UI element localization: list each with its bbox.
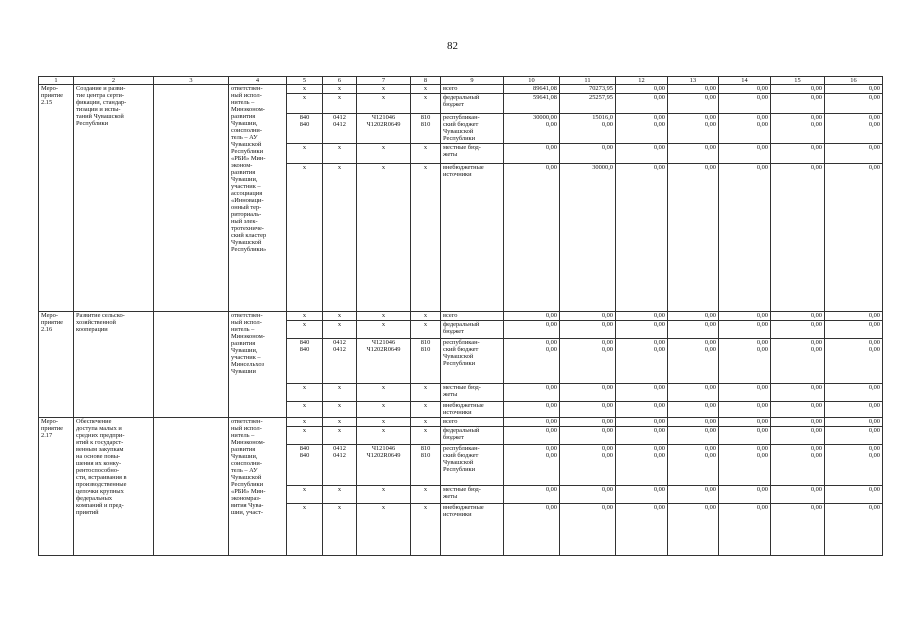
amount-cell: 0,00 — [504, 427, 560, 445]
expense-type-code-line: 810 — [420, 114, 431, 121]
amount-cell: 0,00 — [825, 94, 883, 114]
amount-cell-line: 0,00 — [810, 452, 822, 459]
funding-source: внебюджетные источники — [441, 164, 504, 312]
amount-cell-line: 0,00 — [653, 346, 665, 353]
header-cell: 10 — [504, 77, 560, 85]
amount-cell: 0,00 — [668, 321, 719, 339]
grbs-code: x — [287, 504, 323, 556]
funding-source: местные бюд- жеты — [441, 144, 504, 164]
section-code — [323, 339, 357, 384]
amount-cell: 0,00 — [668, 486, 719, 504]
section-code-line: 0412 — [333, 114, 346, 121]
amount-cell: 0,00 — [719, 418, 771, 427]
amount-cell-line: 0,00 — [810, 114, 822, 121]
section-code: x — [323, 418, 357, 427]
amount-cell-line: 0,00 — [704, 445, 716, 452]
amount-cell — [560, 445, 616, 486]
expense-type-code: x — [411, 418, 441, 427]
grbs-code — [287, 114, 323, 144]
amount-cell-line: 15016,0 — [592, 114, 613, 121]
amount-cell: 0,00 — [771, 427, 825, 445]
amount-cell: 0,00 — [560, 402, 616, 418]
target-article-code: x — [357, 312, 411, 321]
target-article-code-line: Ч121046 — [371, 445, 396, 452]
target-article-code: x — [357, 486, 411, 504]
amount-cell: 0,00 — [771, 164, 825, 312]
target-article-code: x — [357, 94, 411, 114]
amount-cell-line: 0,00 — [545, 339, 557, 346]
amount-cell-line: 0,00 — [601, 121, 613, 128]
grbs-code: x — [287, 486, 323, 504]
page-number: 82 — [447, 40, 458, 52]
amount-cell: 0,00 — [668, 144, 719, 164]
activity-name-cell: Развитие сельско- хозяйственной кооперации — [74, 312, 154, 418]
funding-source: федеральный бюджет — [441, 427, 504, 445]
section-code: x — [323, 402, 357, 418]
amount-cell-line: 0,00 — [868, 452, 880, 459]
amount-cell: 0,00 — [560, 418, 616, 427]
grbs-code: x — [287, 321, 323, 339]
amount-cell — [771, 114, 825, 144]
amount-cell: 0,00 — [825, 504, 883, 556]
amount-cell-line: 0,00 — [545, 445, 557, 452]
amount-cell-line: 0,00 — [756, 346, 768, 353]
col3-cell — [154, 418, 229, 556]
amount-cell — [668, 114, 719, 144]
amount-cell: 30000,0 — [560, 164, 616, 312]
amount-cell-line: 0,00 — [653, 339, 665, 346]
target-article-code-line: Ч121046 — [371, 114, 396, 121]
budget-table — [38, 76, 883, 556]
amount-cell: 89641,08 — [504, 85, 560, 94]
amount-cell: 0,00 — [719, 164, 771, 312]
target-article-code-line: Ч1202R0649 — [366, 346, 401, 353]
amount-cell: 0,00 — [668, 402, 719, 418]
amount-cell-line: 0,00 — [868, 346, 880, 353]
target-article-code: x — [357, 504, 411, 556]
amount-cell-line: 0,00 — [704, 121, 716, 128]
grbs-code: x — [287, 427, 323, 445]
amount-cell-line: 0,00 — [601, 452, 613, 459]
expense-type-code: x — [411, 486, 441, 504]
amount-cell: 0,00 — [504, 418, 560, 427]
amount-cell — [825, 445, 883, 486]
grbs-code-line: 840 — [299, 445, 310, 452]
amount-cell: 0,00 — [668, 164, 719, 312]
amount-cell — [719, 339, 771, 384]
amount-cell: 0,00 — [719, 94, 771, 114]
section-code: x — [323, 164, 357, 312]
amount-cell-line: 0,00 — [704, 452, 716, 459]
expense-type-code-line: 810 — [420, 452, 431, 459]
funding-source: федеральный бюджет — [441, 94, 504, 114]
amount-cell — [560, 339, 616, 384]
amount-cell-line: 0,00 — [653, 452, 665, 459]
amount-cell: 0,00 — [616, 321, 668, 339]
header-cell: 16 — [825, 77, 883, 85]
amount-cell: 0,00 — [825, 418, 883, 427]
table-row — [39, 312, 883, 321]
amount-cell: 0,00 — [668, 94, 719, 114]
activity-name-cell: Обеспечение доступа малых и средних предпри- ятий к государст- венным закупкам на основе повы- шения их конку- рентоспособно- сти, встраивания в производственные цепочки крупных федеральных компаний и пред- приятий — [74, 418, 154, 556]
amount-cell-line: 0,00 — [704, 114, 716, 121]
target-article-code: x — [357, 85, 411, 94]
header-cell: 13 — [668, 77, 719, 85]
target-article-code-line: Ч121046 — [371, 339, 396, 346]
amount-cell: 0,00 — [504, 504, 560, 556]
amount-cell: 0,00 — [719, 384, 771, 402]
header-cell: 6 — [323, 77, 357, 85]
grbs-code: x — [287, 94, 323, 114]
amount-cell-line: 0,00 — [545, 121, 557, 128]
amount-cell: 0,00 — [616, 418, 668, 427]
amount-cell: 0,00 — [504, 384, 560, 402]
grbs-code: x — [287, 418, 323, 427]
col3-cell — [154, 312, 229, 418]
section-code-line: 0412 — [333, 121, 346, 128]
amount-cell: 0,00 — [771, 312, 825, 321]
amount-cell: 0,00 — [504, 486, 560, 504]
section-code: x — [323, 384, 357, 402]
funding-source: республикан- ский бюджет Чувашской Республики — [441, 445, 504, 486]
amount-cell: 0,00 — [560, 312, 616, 321]
amount-cell: 0,00 — [668, 427, 719, 445]
section-code-line: 0412 — [333, 339, 346, 346]
expense-type-code-line: 810 — [420, 121, 431, 128]
amount-cell-line: 0,00 — [868, 445, 880, 452]
amount-cell: 0,00 — [668, 312, 719, 321]
expense-type-code: x — [411, 94, 441, 114]
amount-cell: 0,00 — [825, 85, 883, 94]
amount-cell: 0,00 — [616, 384, 668, 402]
target-article-code: x — [357, 144, 411, 164]
header-cell: 8 — [411, 77, 441, 85]
amount-cell-line: 0,00 — [810, 445, 822, 452]
amount-cell: 0,00 — [560, 384, 616, 402]
header-cell: 9 — [441, 77, 504, 85]
amount-cell: 0,00 — [504, 164, 560, 312]
header-cell: 2 — [74, 77, 154, 85]
target-article-code: x — [357, 384, 411, 402]
activity-cell: Меро- приятие 2.16 — [39, 312, 74, 418]
amount-cell: 0,00 — [719, 486, 771, 504]
amount-cell: 0,00 — [825, 486, 883, 504]
amount-cell-line: 0,00 — [756, 114, 768, 121]
amount-cell — [771, 339, 825, 384]
amount-cell-line: 0,00 — [653, 114, 665, 121]
amount-cell: 0,00 — [825, 402, 883, 418]
amount-cell: 0,00 — [719, 321, 771, 339]
amount-cell-line: 0,00 — [601, 445, 613, 452]
funding-source: федеральный бюджет — [441, 321, 504, 339]
amount-cell: 0,00 — [616, 427, 668, 445]
grbs-code-line: 840 — [299, 339, 310, 346]
amount-cell: 0,00 — [616, 164, 668, 312]
amount-cell-line: 0,00 — [704, 346, 716, 353]
table-row — [39, 418, 883, 427]
amount-cell: 0,00 — [771, 144, 825, 164]
amount-cell: 0,00 — [771, 504, 825, 556]
activity-cell: Меро- приятие 2.17 — [39, 418, 74, 556]
expense-type-code: x — [411, 504, 441, 556]
section-code: x — [323, 486, 357, 504]
amount-cell — [616, 114, 668, 144]
grbs-code-line: 840 — [299, 452, 310, 459]
amount-cell — [825, 339, 883, 384]
responsible-cell: ответствен- ный испол- нитель – Минэконом- развития Чувашии, соисполни- тель – АУ Чувашской Республики «РБИ» Мин- эконом- развития Чувашии, участник – ассоциация «Инноваци- онный тер- риториаль- ный элек- тротехниче- ский кластер Чувашской Республики» — [229, 85, 287, 312]
funding-source: местные бюд- жеты — [441, 384, 504, 402]
amount-cell: 0,00 — [560, 486, 616, 504]
target-article-code: x — [357, 164, 411, 312]
grbs-code: x — [287, 144, 323, 164]
amount-cell: 0,00 — [504, 144, 560, 164]
amount-cell: 0,00 — [825, 312, 883, 321]
activity-name-cell: Создание и разви- тие центра серти- фикации, стандар- тизации и испы- таний Чувашской Республики — [74, 85, 154, 312]
target-article-code: x — [357, 321, 411, 339]
grbs-code: x — [287, 312, 323, 321]
amount-cell-line: 0,00 — [756, 452, 768, 459]
header-cell: 3 — [154, 77, 229, 85]
amount-cell — [504, 445, 560, 486]
amount-cell-line: 0,00 — [601, 339, 613, 346]
activity-cell: Меро- приятие 2.15 — [39, 85, 74, 312]
amount-cell: 0,00 — [560, 321, 616, 339]
funding-source: внебюджетные источники — [441, 402, 504, 418]
target-article-code — [357, 114, 411, 144]
amount-cell: 0,00 — [616, 94, 668, 114]
section-code: x — [323, 94, 357, 114]
amount-cell-line: 0,00 — [868, 114, 880, 121]
amount-cell: 0,00 — [825, 384, 883, 402]
amount-cell-line: 0,00 — [545, 452, 557, 459]
amount-cell — [771, 445, 825, 486]
amount-cell-line: 0,00 — [653, 121, 665, 128]
amount-cell: 0,00 — [560, 144, 616, 164]
amount-cell-line: 0,00 — [653, 445, 665, 452]
amount-cell-line: 0,00 — [810, 121, 822, 128]
amount-cell: 0,00 — [771, 85, 825, 94]
section-code-line: 0412 — [333, 346, 346, 353]
funding-source: республикан- ский бюджет Чувашской Республики — [441, 114, 504, 144]
amount-cell: 0,00 — [719, 402, 771, 418]
section-code: x — [323, 321, 357, 339]
funding-source: всего — [441, 85, 504, 94]
expense-type-code-line: 810 — [420, 445, 431, 452]
target-article-code — [357, 445, 411, 486]
amount-cell: 0,00 — [668, 85, 719, 94]
expense-type-code-line: 810 — [420, 346, 431, 353]
grbs-code — [287, 339, 323, 384]
amount-cell: 0,00 — [771, 384, 825, 402]
grbs-code: x — [287, 384, 323, 402]
header-cell: 15 — [771, 77, 825, 85]
table-body — [39, 77, 883, 556]
section-code: x — [323, 85, 357, 94]
funding-source: всего — [441, 312, 504, 321]
col3-cell — [154, 85, 229, 312]
amount-cell — [504, 114, 560, 144]
amount-cell: 0,00 — [668, 504, 719, 556]
target-article-code-line: Ч1202R0649 — [366, 121, 401, 128]
amount-cell: 0,00 — [560, 504, 616, 556]
amount-cell: 0,00 — [616, 144, 668, 164]
funding-source: внебюджетные источники — [441, 504, 504, 556]
expense-type-code — [411, 445, 441, 486]
expense-type-code: x — [411, 312, 441, 321]
target-article-code: x — [357, 402, 411, 418]
grbs-code: x — [287, 402, 323, 418]
target-article-code — [357, 339, 411, 384]
amount-cell: 70273,95 — [560, 85, 616, 94]
amount-cell: 0,00 — [668, 384, 719, 402]
amount-cell-line: 30000,00 — [533, 114, 557, 121]
section-code-line: 0412 — [333, 452, 346, 459]
amount-cell-line: 0,00 — [545, 346, 557, 353]
amount-cell: 0,00 — [560, 427, 616, 445]
section-code-line: 0412 — [333, 445, 346, 452]
amount-cell-line: 0,00 — [601, 346, 613, 353]
grbs-code-line: 840 — [299, 114, 310, 121]
section-code: x — [323, 144, 357, 164]
amount-cell: 0,00 — [504, 402, 560, 418]
amount-cell: 0,00 — [719, 312, 771, 321]
amount-cell-line: 0,00 — [704, 339, 716, 346]
funding-source: местные бюд- жеты — [441, 486, 504, 504]
funding-source: республикан- ский бюджет Чувашской Республики — [441, 339, 504, 384]
expense-type-code — [411, 114, 441, 144]
section-code: x — [323, 427, 357, 445]
amount-cell-line: 0,00 — [868, 339, 880, 346]
header-cell: 11 — [560, 77, 616, 85]
expense-type-code: x — [411, 144, 441, 164]
amount-cell-line: 0,00 — [868, 121, 880, 128]
amount-cell: 59641,08 — [504, 94, 560, 114]
expense-type-code — [411, 339, 441, 384]
responsible-cell: ответствен- ный испол- нитель – Минэконом- развития Чувашии, участник – Минсельхоз Чувашии — [229, 312, 287, 418]
header-cell: 5 — [287, 77, 323, 85]
header-cell: 4 — [229, 77, 287, 85]
expense-type-code: x — [411, 321, 441, 339]
amount-cell — [719, 114, 771, 144]
header-cell: 7 — [357, 77, 411, 85]
amount-cell: 0,00 — [616, 504, 668, 556]
amount-cell-line: 0,00 — [810, 346, 822, 353]
target-article-code: x — [357, 418, 411, 427]
amount-cell — [668, 445, 719, 486]
amount-cell: 0,00 — [616, 402, 668, 418]
table-row — [39, 85, 883, 94]
amount-cell: 0,00 — [719, 427, 771, 445]
header-cell: 14 — [719, 77, 771, 85]
expense-type-code-line: 810 — [420, 339, 431, 346]
amount-cell — [825, 114, 883, 144]
amount-cell-line: 0,00 — [756, 339, 768, 346]
amount-cell: 0,00 — [616, 486, 668, 504]
amount-cell: 0,00 — [719, 144, 771, 164]
amount-cell — [616, 445, 668, 486]
amount-cell: 0,00 — [825, 321, 883, 339]
amount-cell-line: 0,00 — [756, 121, 768, 128]
amount-cell — [504, 339, 560, 384]
funding-source: всего — [441, 418, 504, 427]
grbs-code: x — [287, 164, 323, 312]
grbs-code: x — [287, 85, 323, 94]
section-code: x — [323, 312, 357, 321]
header-cell: 12 — [616, 77, 668, 85]
amount-cell: 0,00 — [825, 164, 883, 312]
expense-type-code: x — [411, 402, 441, 418]
amount-cell: 0,00 — [825, 144, 883, 164]
amount-cell: 0,00 — [668, 418, 719, 427]
amount-cell: 0,00 — [504, 321, 560, 339]
expense-type-code: x — [411, 427, 441, 445]
amount-cell: 0,00 — [504, 312, 560, 321]
header-row — [39, 77, 883, 85]
amount-cell-line: 0,00 — [810, 339, 822, 346]
header-cell: 1 — [39, 77, 74, 85]
amount-cell: 0,00 — [616, 85, 668, 94]
expense-type-code: x — [411, 85, 441, 94]
amount-cell — [616, 339, 668, 384]
expense-type-code: x — [411, 164, 441, 312]
amount-cell: 0,00 — [771, 418, 825, 427]
amount-cell: 0,00 — [771, 94, 825, 114]
amount-cell: 0,00 — [771, 321, 825, 339]
section-code: x — [323, 504, 357, 556]
amount-cell: 0,00 — [616, 312, 668, 321]
amount-cell: 25257,95 — [560, 94, 616, 114]
amount-cell: 0,00 — [825, 427, 883, 445]
amount-cell-line: 0,00 — [756, 445, 768, 452]
amount-cell: 0,00 — [771, 402, 825, 418]
target-article-code: x — [357, 427, 411, 445]
amount-cell: 0,00 — [719, 504, 771, 556]
section-code — [323, 445, 357, 486]
amount-cell: 0,00 — [771, 486, 825, 504]
section-code — [323, 114, 357, 144]
grbs-code-line: 840 — [299, 346, 310, 353]
grbs-code — [287, 445, 323, 486]
amount-cell: 0,00 — [719, 85, 771, 94]
grbs-code-line: 840 — [299, 121, 310, 128]
target-article-code-line: Ч1202R0649 — [366, 452, 401, 459]
amount-cell — [719, 445, 771, 486]
amount-cell — [560, 114, 616, 144]
expense-type-code: x — [411, 384, 441, 402]
amount-cell — [668, 339, 719, 384]
responsible-cell: ответствен- ный испол- нитель – Минэконом- развития Чувашии, соисполни- тель – АУ Чувашской Республики «РБИ» Мин- экономраз- вития Чува- шии, участ- — [229, 418, 287, 556]
